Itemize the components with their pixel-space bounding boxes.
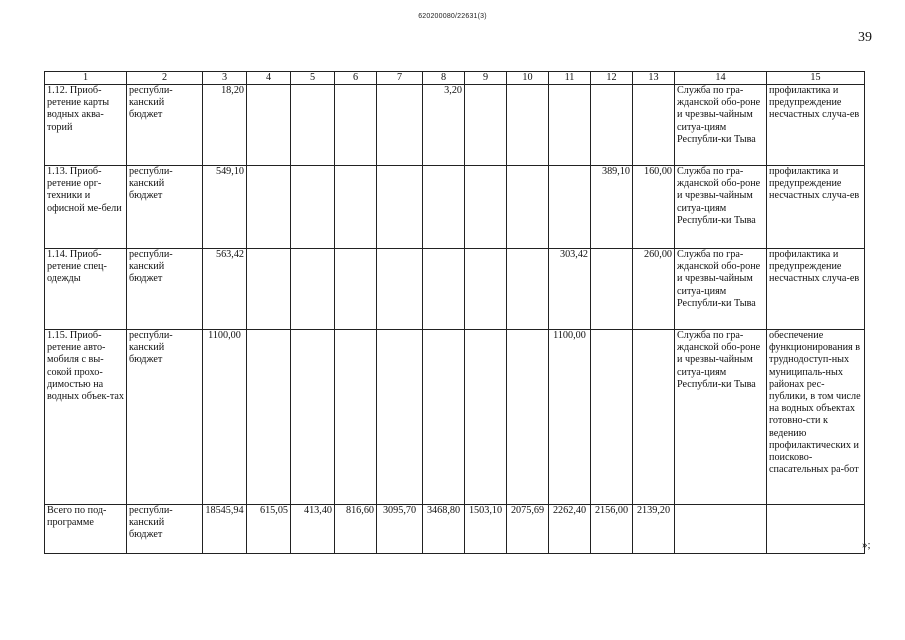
year-cell: 615,05 (247, 505, 291, 554)
year-cell (247, 330, 291, 505)
document-id: 620200080/22631(3) (418, 13, 487, 20)
executor-cell (675, 505, 767, 554)
closing-quote-mark: »; (862, 539, 871, 551)
year-cell: 2156,00 (591, 505, 633, 554)
header-cell: 9 (465, 72, 507, 85)
total-cell: 18545,94 (203, 505, 247, 554)
year-cell (591, 249, 633, 330)
executor-cell: Служба по гра-жданской обо-роне и чрезвы-чайным ситуа-циям Республи-ки Тыва (675, 85, 767, 166)
year-cell (335, 166, 377, 249)
year-cell: 816,60 (335, 505, 377, 554)
header-cell: 12 (591, 72, 633, 85)
year-cell: 389,10 (591, 166, 633, 249)
header-cell: 11 (549, 72, 591, 85)
year-cell: 2139,20 (633, 505, 675, 554)
year-cell (377, 249, 423, 330)
header-cell: 7 (377, 72, 423, 85)
year-cell (423, 249, 465, 330)
year-cell (549, 166, 591, 249)
year-cell (465, 85, 507, 166)
header-cell: 5 (291, 72, 335, 85)
budget-table (44, 71, 865, 554)
year-cell (507, 249, 549, 330)
year-cell (465, 330, 507, 505)
year-cell (247, 166, 291, 249)
executor-cell: Служба по гра-жданской обо-роне и чрезвы-чайным ситуа-циям Республи-ки Тыва (675, 330, 767, 505)
executor-cell: Служба по гра-жданской обо-роне и чрезвы-чайным ситуа-циям Республи-ки Тыва (675, 249, 767, 330)
year-cell (377, 166, 423, 249)
total-cell: 549,10 (203, 166, 247, 249)
year-cell (335, 330, 377, 505)
year-cell (507, 85, 549, 166)
result-cell: профилактика и предупреждение несчастных случа-ев (767, 249, 865, 330)
table-row (45, 85, 865, 166)
year-cell (335, 85, 377, 166)
executor-cell: Служба по гра-жданской обо-роне и чрезвы-чайным ситуа-циям Республи-ки Тыва (675, 166, 767, 249)
header-cell: 14 (675, 72, 767, 85)
year-cell (247, 249, 291, 330)
table-row (45, 330, 865, 505)
header-cell: 6 (335, 72, 377, 85)
year-cell (633, 85, 675, 166)
header-cell: 3 (203, 72, 247, 85)
year-cell (291, 249, 335, 330)
header-cell: 15 (767, 72, 865, 85)
total-cell: 1100,00 (203, 330, 247, 505)
year-cell (591, 85, 633, 166)
header-row (45, 72, 865, 85)
year-cell (591, 330, 633, 505)
activity-cell: Всего по под-программе (45, 505, 127, 554)
result-cell (767, 505, 865, 554)
year-cell (377, 330, 423, 505)
year-cell: 1100,00 (549, 330, 591, 505)
funding-source-cell: республи-канский бюджет (127, 505, 203, 554)
year-cell: 160,00 (633, 166, 675, 249)
header-cell: 2 (127, 72, 203, 85)
activity-cell: 1.12. Приоб-ретение карты водных аква-торий (45, 85, 127, 166)
total-cell: 563,42 (203, 249, 247, 330)
activity-cell: 1.13. Приоб-ретение орг-техники и офисной ме-бели (45, 166, 127, 249)
year-cell: 3,20 (423, 85, 465, 166)
year-cell (291, 330, 335, 505)
header-cell: 8 (423, 72, 465, 85)
activity-cell: 1.15. Приоб-ретение авто-мобиля с вы-сокой прохо-димостью на водных объек-тах (45, 330, 127, 505)
total-cell: 18,20 (203, 85, 247, 166)
year-cell: 260,00 (633, 249, 675, 330)
result-cell: обеспечение функционирования в труднодоступ-ных муниципаль-ных районах рес-публики, в том числе на водных объектах готовно-сти к ведению профилактических и поисково-спасательных ра-бот (767, 330, 865, 505)
year-cell: 2075,69 (507, 505, 549, 554)
year-cell: 3468,80 (423, 505, 465, 554)
year-cell (291, 166, 335, 249)
year-cell: 3095,70 (377, 505, 423, 554)
year-cell (507, 330, 549, 505)
table-row (45, 166, 865, 249)
year-cell (465, 249, 507, 330)
year-cell (423, 166, 465, 249)
table-row (45, 249, 865, 330)
activity-cell: 1.14. Приоб-ретение спец-одежды (45, 249, 127, 330)
header-cell: 1 (45, 72, 127, 85)
year-cell (291, 85, 335, 166)
total-row (45, 505, 865, 554)
year-cell: 1503,10 (465, 505, 507, 554)
year-cell (377, 85, 423, 166)
funding-source-cell: республи-канский бюджет (127, 85, 203, 166)
year-cell (507, 166, 549, 249)
result-cell: профилактика и предупреждение несчастных случа-ев (767, 85, 865, 166)
header-cell: 4 (247, 72, 291, 85)
funding-source-cell: республи-канский бюджет (127, 249, 203, 330)
funding-source-cell: республи-канский бюджет (127, 330, 203, 505)
year-cell: 413,40 (291, 505, 335, 554)
year-cell (549, 85, 591, 166)
year-cell (633, 330, 675, 505)
year-cell (465, 166, 507, 249)
year-cell (423, 330, 465, 505)
year-cell: 303,42 (549, 249, 591, 330)
funding-source-cell: республи-канский бюджет (127, 166, 203, 249)
result-cell: профилактика и предупреждение несчастных случа-ев (767, 166, 865, 249)
year-cell (335, 249, 377, 330)
year-cell (247, 85, 291, 166)
header-cell: 10 (507, 72, 549, 85)
header-cell: 13 (633, 72, 675, 85)
page-number: 39 (858, 30, 872, 45)
year-cell: 2262,40 (549, 505, 591, 554)
